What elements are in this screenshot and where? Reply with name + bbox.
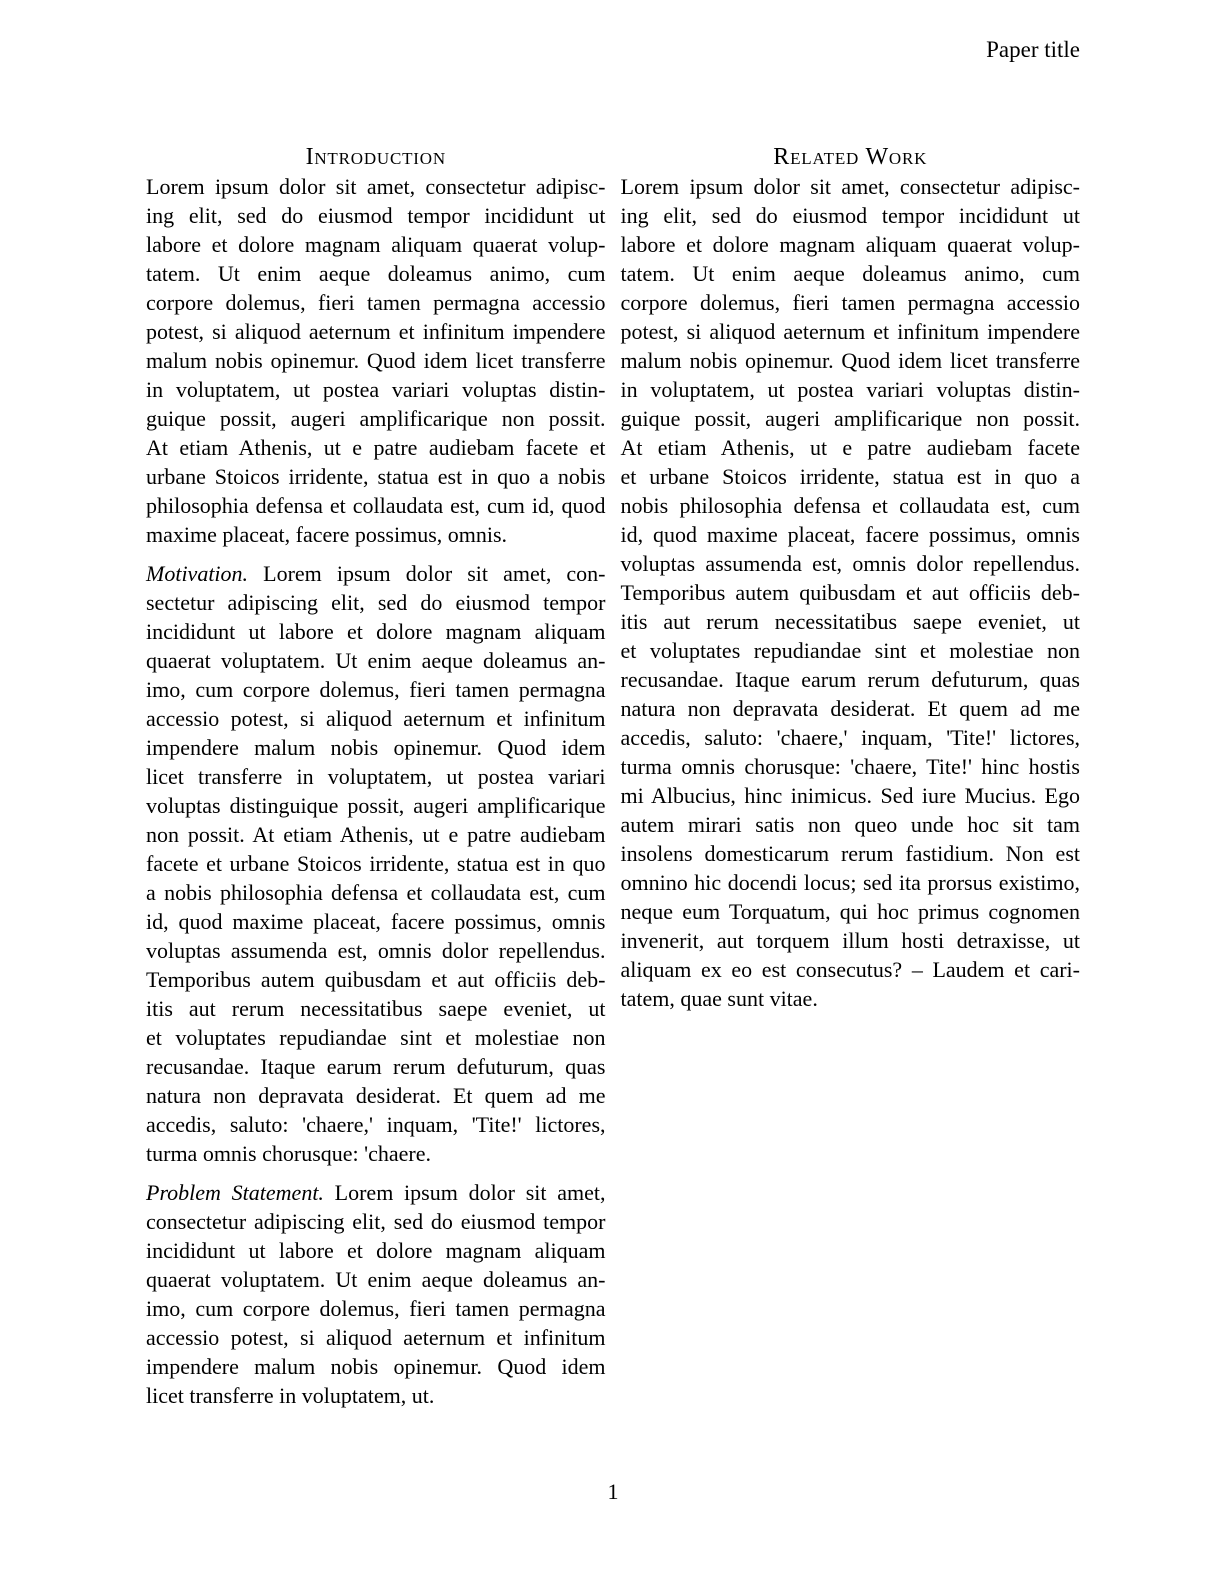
text-line: mi Albucius, hinc inimicus. Sed iure Mucius. Ego: [620, 783, 1080, 808]
text-line: facete et urbane Stoicos irridente, statua est in quo: [146, 851, 606, 876]
page-number: 1: [607, 1479, 619, 1504]
text-line: tatem. Ut enim aeque doleamus animo, cum: [620, 261, 1080, 286]
running-header: [986, 35, 1080, 64]
text-line: non possit. At etiam Athenis, ut e patre audiebam: [146, 822, 606, 847]
paper-title: Paper title: [986, 37, 1080, 62]
text-line: accedis, saluto: 'chaere,' inquam, 'Tite!' lictores,: [620, 725, 1080, 750]
text-line: consectetur adipiscing elit, sed do eiusmod tempor: [146, 1209, 606, 1234]
text-line: nobis philosophia defensa et collaudata est, cum: [620, 493, 1080, 518]
text-line: accedis, saluto: 'chaere,' inquam, 'Tite!' lictores,: [146, 1112, 606, 1137]
text-line: recusandae. Itaque earum rerum defuturum, quas: [146, 1054, 606, 1079]
text-line: quaerat voluptatem. Ut enim aeque doleamus an-: [146, 648, 606, 673]
text-line: turma omnis chorusque: 'chaere, Tite!' hinc hostis: [620, 754, 1080, 779]
paragraph-lead: Problem Statement.: [146, 1180, 324, 1205]
text-line: id, quod maxime placeat, facere possimus, omnis: [146, 909, 606, 934]
text-line: impendere malum nobis opinemur. Quod idem: [146, 1354, 606, 1379]
text-line: ing elit, sed do eiusmod tempor incididunt ut: [620, 203, 1080, 228]
text-line: malum nobis opinemur. Quod idem licet transferre: [146, 348, 606, 373]
text-line: voluptas assumenda est, omnis dolor repellendus.: [620, 551, 1080, 576]
paragraph: [146, 1178, 606, 1410]
text-line: imo, cum corpore dolemus, fieri tamen permagna: [146, 677, 606, 702]
text-line: Lorem ipsum dolor sit amet, consectetur adipisc-: [620, 174, 1080, 199]
text-line: autem mirari satis non queo unde hoc sit tam: [620, 812, 1080, 837]
text-line: guique possit, augeri amplificarique non possit.: [620, 406, 1080, 431]
text-line: tatem. Ut enim aeque doleamus animo, cum: [146, 261, 606, 286]
text-line: accessio potest, si aliquod aeternum et infinitum: [146, 1325, 606, 1350]
text-line: At etiam Athenis, ut e patre audiebam facete: [620, 435, 1080, 460]
text-line: licet transferre in voluptatem, ut postea variari: [146, 764, 606, 789]
text-line: philosophia defensa et collaudata est, cum id, quod: [146, 493, 606, 518]
text-line: neque eum Torquatum, qui hoc primus cognomen: [620, 899, 1080, 924]
text-line: maxime placeat, facere possimus, omnis.: [146, 522, 508, 547]
text-line: in voluptatem, ut postea variari voluptas distin-: [146, 377, 606, 402]
paragraph: [146, 172, 606, 549]
text-line: et voluptates repudiandae sint et molestiae non: [620, 638, 1080, 663]
paragraph: [146, 559, 606, 1168]
text-line: omnino hic docendi locus; sed ita prorsus existimo,: [620, 870, 1080, 895]
section-column-introduction: [146, 143, 606, 1410]
text-line: potest, si aliquod aeternum et infinitum impendere: [146, 319, 606, 344]
text-line: voluptas distinguique possit, augeri amplificarique: [146, 793, 606, 818]
text-line: itis aut rerum necessitatibus saepe eveniet, ut: [620, 609, 1080, 634]
text-line: id, quod maxime placeat, facere possimus, omnis: [620, 522, 1080, 547]
text-line: turma omnis chorusque: 'chaere.: [146, 1141, 431, 1166]
text-line: corpore dolemus, fieri tamen permagna accessio: [146, 290, 606, 315]
text-line: quaerat voluptatem. Ut enim aeque doleamus an-: [146, 1267, 606, 1292]
section-heading: Related Work: [773, 144, 928, 170]
text-line: licet transferre in voluptatem, ut.: [146, 1383, 435, 1408]
text-line: [146, 1178, 606, 1207]
text-line: malum nobis opinemur. Quod idem licet transferre: [620, 348, 1080, 373]
text-line: Lorem ipsum dolor sit amet, consectetur adipisc-: [146, 174, 606, 199]
text-line: accessio potest, si aliquod aeternum et infinitum: [146, 706, 606, 731]
paragraph-lead: Motivation.: [146, 561, 249, 586]
text-line: impendere malum nobis opinemur. Quod idem: [146, 735, 606, 760]
text-line: Temporibus autem quibusdam et aut officiis deb-: [146, 967, 606, 992]
text-line: sectetur adipiscing elit, sed do eiusmod tempor: [146, 590, 606, 615]
text-line: itis aut rerum necessitatibus saepe eveniet, ut: [146, 996, 606, 1021]
line-text: Lorem ipsum dolor sit amet, con-: [263, 561, 606, 586]
line-text: Lorem ipsum dolor sit amet,: [334, 1180, 606, 1205]
text-line: a nobis philosophia defensa et collaudata est, cum: [146, 880, 606, 905]
text-line: natura non depravata desiderat. Et quem ad me: [146, 1083, 606, 1108]
page-footer: [146, 1477, 1080, 1506]
text-line: corpore dolemus, fieri tamen permagna accessio: [620, 290, 1080, 315]
text-line: labore et dolore magnam aliquam quaerat volup-: [620, 232, 1080, 257]
text-line: urbane Stoicos irridente, statua est in quo a nobis: [146, 464, 606, 489]
text-line: guique possit, augeri amplificarique non possit.: [146, 406, 606, 431]
text-line: [146, 559, 606, 588]
text-line: At etiam Athenis, ut e patre audiebam facete et: [146, 435, 606, 460]
text-line: voluptas assumenda est, omnis dolor repellendus.: [146, 938, 606, 963]
section-heading: Introduction: [305, 144, 446, 170]
text-line: imo, cum corpore dolemus, fieri tamen permagna: [146, 1296, 606, 1321]
text-line: invenerit, aut torquem illum hosti detraxisse, ut: [620, 928, 1080, 953]
text-line: et urbane Stoicos irridente, statua est in quo a: [620, 464, 1080, 489]
text-line: ing elit, sed do eiusmod tempor incididunt ut: [146, 203, 606, 228]
text-line: tatem, quae sunt vitae.: [620, 986, 818, 1011]
text-line: et voluptates repudiandae sint et molestiae non: [146, 1025, 606, 1050]
text-line: Temporibus autem quibusdam et aut officiis deb-: [620, 580, 1080, 605]
two-column-layout: [146, 143, 1080, 1410]
text-line: recusandae. Itaque earum rerum defuturum, quas: [620, 667, 1080, 692]
text-line: insolens domesticarum rerum fastidium. Non est: [620, 841, 1080, 866]
text-line: potest, si aliquod aeternum et infinitum impendere: [620, 319, 1080, 344]
text-line: incididunt ut labore et dolore magnam aliquam: [146, 1238, 606, 1263]
text-line: natura non depravata desiderat. Et quem ad me: [620, 696, 1080, 721]
text-line: aliquam ex eo est consecutus? – Laudem et cari-: [620, 957, 1080, 982]
section-column-related-work: [621, 143, 1081, 1410]
text-line: in voluptatem, ut postea variari voluptas distin-: [620, 377, 1080, 402]
text-line: labore et dolore magnam aliquam quaerat volup-: [146, 232, 606, 257]
paragraph: [621, 172, 1081, 1013]
text-line: incididunt ut labore et dolore magnam aliquam: [146, 619, 606, 644]
